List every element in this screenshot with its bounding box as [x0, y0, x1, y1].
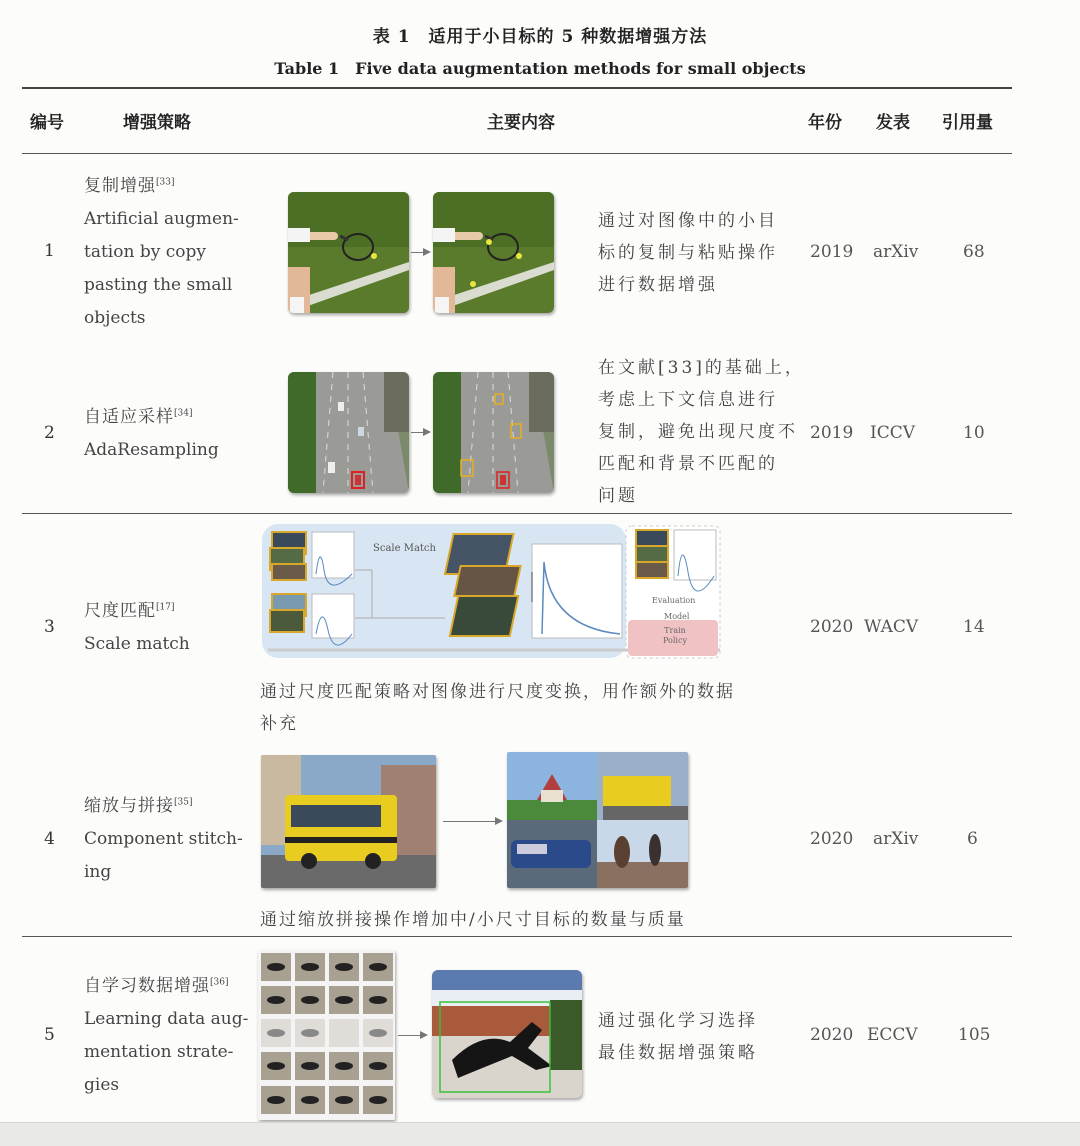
row-5-strategy-en-3: gies — [84, 1075, 120, 1095]
row-4-year: 2020 — [810, 829, 854, 849]
model-label: Model — [664, 612, 690, 621]
row-4-strategy-en-2: ing — [84, 862, 112, 882]
viewer-bottom-bar — [0, 1122, 1080, 1146]
table-caption-en: Table 1 Five data augmentation methods for small objects — [274, 59, 806, 78]
header-citations: 引用量 — [942, 113, 993, 133]
row-5-venue: ECCV — [867, 1025, 918, 1045]
row-4-ref: [35] — [174, 797, 193, 808]
row-2-strategy-cn: 自适应采样 — [84, 407, 174, 427]
row-2-content-line-4: 匹配和背景不匹配的 — [598, 454, 778, 474]
road-augmented-image — [433, 372, 554, 493]
row-1-ref: [33] — [156, 177, 175, 188]
row-5-strategy-en-1: Learning data aug- — [84, 1009, 249, 1029]
row-1-content-line-1: 通过对图像中的小目 — [598, 211, 778, 231]
row-2-venue: ICCV — [870, 423, 916, 443]
row-5-year: 2020 — [810, 1025, 854, 1045]
row-4-strategy — [84, 790, 243, 889]
evaluation-label: Evaluation — [652, 596, 696, 605]
row-4-venue: arXiv — [873, 829, 919, 849]
row-1-strategy-en-1: Artificial augmen- — [84, 209, 239, 229]
header-venue: 发表 — [876, 113, 910, 133]
row-divider-2-3 — [22, 513, 1012, 514]
row-3-citations: 14 — [963, 617, 985, 637]
row-4-arrow — [443, 821, 501, 822]
row-2-strategy-en-1: AdaResampling — [84, 440, 219, 460]
header-rule — [22, 153, 1012, 154]
row-2-arrow — [411, 432, 429, 433]
row-5-arrow — [398, 1035, 426, 1036]
row-5-strategy-en-2: mentation strate- — [84, 1042, 234, 1062]
row-3-ref: [17] — [156, 602, 175, 613]
row-1-venue: arXiv — [873, 242, 919, 262]
row-2-content-line-3: 复制，避免出现尺度不 — [598, 422, 798, 442]
row-3-year: 2020 — [810, 617, 854, 637]
row-2-content-line-2: 考虑上下文信息进行 — [598, 390, 778, 410]
row-4-strategy-cn: 缩放与拼接 — [84, 796, 174, 816]
table-caption-cn: 表 1 适用于小目标的 5 种数据增强方法 — [372, 27, 708, 47]
row-1-citations: 68 — [963, 242, 985, 262]
tennis-augmented-image — [433, 192, 554, 313]
row-2-content-line-5: 问题 — [598, 486, 638, 506]
row-5-content-line-2: 最佳数据增强策略 — [598, 1043, 758, 1063]
row-4-id: 4 — [44, 829, 55, 849]
tennis-original-image — [288, 192, 409, 313]
row-5-content — [598, 1005, 758, 1069]
header-year: 年份 — [808, 113, 842, 133]
row-4-citations: 6 — [967, 829, 978, 849]
row-4-content-line-1: 通过缩放拼接操作增加中/小尺寸目标的数量与质量 — [260, 910, 686, 930]
row-3-content — [260, 676, 735, 740]
row-5-strategy — [84, 970, 248, 1102]
header-content: 主要内容 — [487, 113, 555, 133]
scale-match-label: Scale Match — [373, 543, 436, 554]
scale-match-diagram — [260, 522, 722, 662]
augmentation-grid-image — [258, 950, 395, 1120]
row-2-content — [598, 352, 805, 512]
row-2-id: 2 — [44, 423, 55, 443]
row-3-id: 3 — [44, 617, 55, 637]
row-1-arrow — [411, 252, 429, 253]
row-1-content-line-3: 进行数据增强 — [598, 275, 718, 295]
row-5-content-line-1: 通过强化学习选择 — [598, 1011, 758, 1031]
row-3-strategy-en-1: Scale match — [84, 634, 190, 654]
row-5-citations: 105 — [958, 1025, 991, 1045]
row-1-year: 2019 — [810, 242, 854, 262]
row-3-strategy-cn: 尺度匹配 — [84, 601, 156, 621]
row-4-strategy-en-1: Component stitch- — [84, 829, 243, 849]
row-1-strategy-cn: 复制增强 — [84, 176, 156, 196]
top-rule — [22, 87, 1012, 89]
row-1-content — [598, 205, 778, 301]
row-5-strategy-cn: 自学习数据增强 — [84, 976, 210, 996]
row-2-ref: [34] — [174, 408, 193, 419]
row-divider-4-5 — [22, 936, 1012, 937]
row-3-strategy — [84, 595, 190, 661]
row-2-content-line-1: 在文献[33]的基础上， — [598, 358, 805, 378]
header-strategy: 增强策略 — [123, 113, 191, 133]
row-1-strategy — [84, 170, 239, 335]
row-1-content-line-2: 标的复制与粘贴操作 — [598, 243, 778, 263]
row-2-strategy — [84, 401, 219, 467]
row-5-ref: [36] — [210, 977, 229, 988]
bus-original-image — [261, 755, 436, 888]
row-4-content — [260, 904, 686, 936]
row-3-content-line-1: 通过尺度匹配策略对图像进行尺度变换，用作额外的数据 — [260, 682, 735, 702]
row-5-id: 5 — [44, 1025, 55, 1045]
row-1-strategy-en-3: pasting the small — [84, 275, 233, 295]
row-1-id: 1 — [44, 241, 55, 261]
row-2-citations: 10 — [963, 423, 985, 443]
dog-detection-image — [432, 970, 582, 1098]
row-2-year: 2019 — [810, 423, 854, 443]
header-id: 编号 — [30, 113, 64, 133]
row-3-venue: WACV — [864, 617, 919, 637]
train-policy-label: Train Policy — [663, 626, 687, 645]
road-original-image — [288, 372, 409, 493]
row-1-strategy-en-4: objects — [84, 308, 146, 328]
row-3-content-line-2: 补充 — [260, 714, 298, 734]
stitched-image — [507, 752, 688, 888]
row-1-strategy-en-2: tation by copy — [84, 242, 206, 262]
